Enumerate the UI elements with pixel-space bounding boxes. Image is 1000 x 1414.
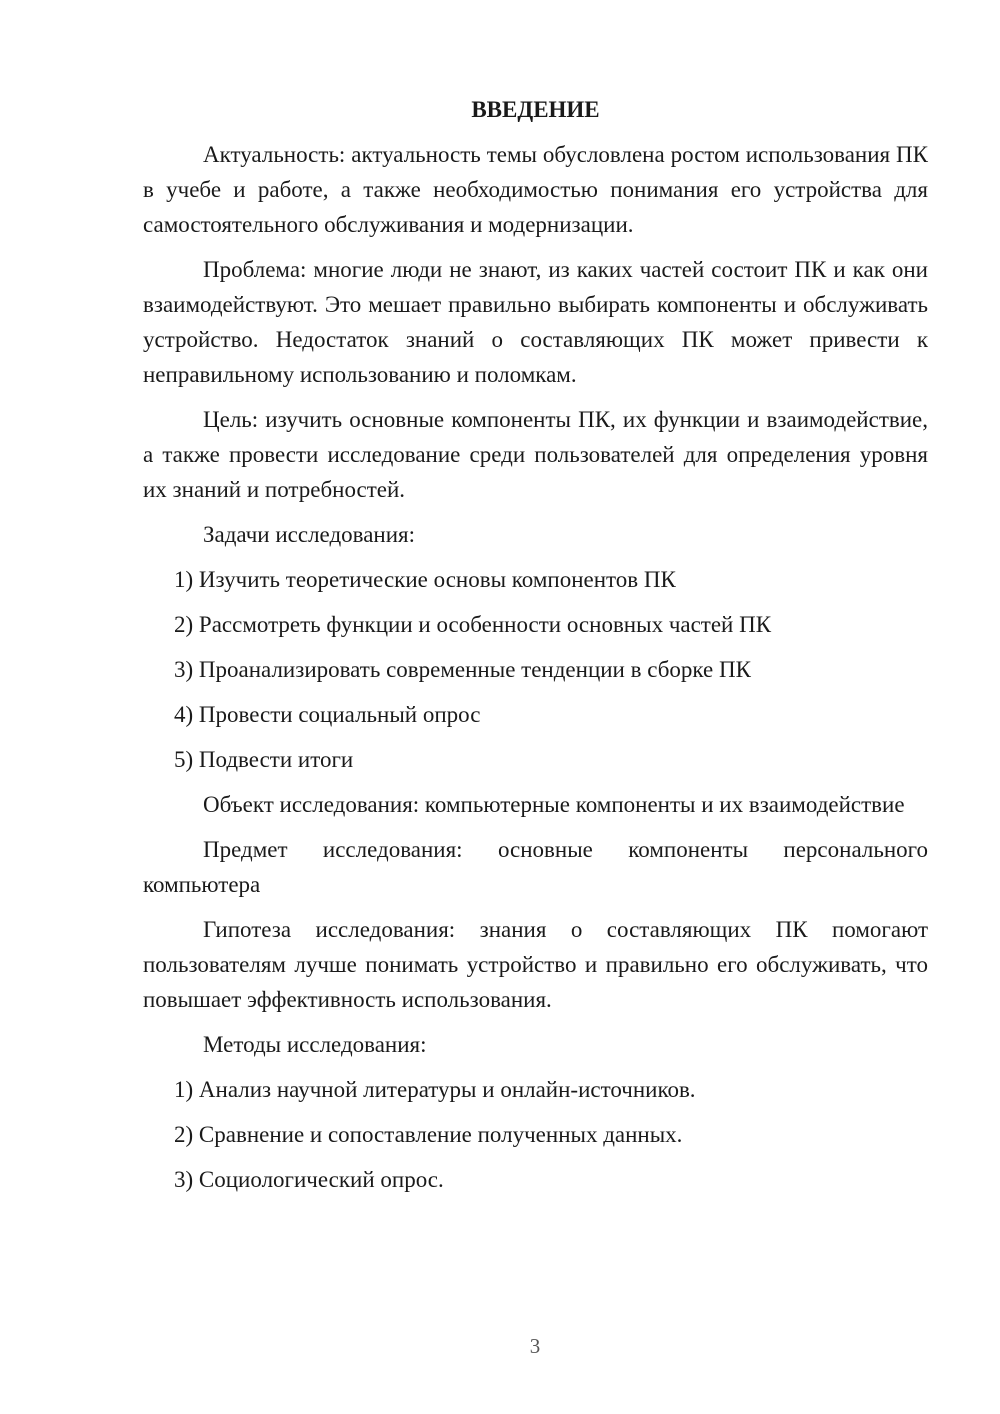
list-item: 1) Анализ научной литературы и онлайн-источников.: [174, 1077, 696, 1102]
methods-title: Методы исследования:: [203, 1032, 427, 1057]
goal-paragraph: Цель: изучить основные компоненты ПК, их функции и взаимодействие, а также провести исследование среди пользователей для определения уровня их знаний и потребностей.: [143, 407, 928, 502]
page-title: ВВЕДЕНИЕ: [471, 97, 600, 122]
relevance-paragraph: Актуальность: актуальность темы обусловлена ростом использования ПК в учебе и работе, а также необходимостью понимания его устройства для самостоятельного обслуживания и модернизации.: [143, 142, 928, 237]
object-paragraph: Объект исследования: компьютерные компоненты и их взаимодействие: [203, 792, 905, 817]
tasks-list: [143, 562, 928, 777]
list-item: 4) Провести социальный опрос: [174, 702, 481, 727]
list-item: 3) Проанализировать современные тенденции в сборке ПК: [174, 657, 751, 682]
list-item: 2) Сравнение и сопоставление полученных данных.: [174, 1122, 683, 1147]
list-item: 1) Изучить теоретические основы компонентов ПК: [174, 567, 676, 592]
list-item: 3) Социологический опрос.: [174, 1167, 444, 1192]
problem-paragraph: Проблема: многие люди не знают, из каких частей состоит ПК и как они взаимодействуют. Это мешает правильно выбирать компоненты и обслуживать устройство. Недостаток знаний о составляющих ПК может привести к неправильному использованию и поломкам.: [143, 257, 928, 387]
hypothesis-paragraph: Гипотеза исследования: знания о составляющих ПК помогают пользователям лучше понимать устройство и правильно его обслуживать, что повышает эффективность использования.: [143, 917, 928, 1012]
list-item: 2) Рассмотреть функции и особенности основных частей ПК: [174, 612, 772, 637]
page-number: 3: [529, 1334, 541, 1358]
document-page: [143, 92, 928, 1207]
subject-paragraph: Предмет исследования: основные компоненты персонального компьютера: [143, 837, 928, 897]
tasks-title: Задачи исследования:: [203, 522, 416, 547]
list-item: 5) Подвести итоги: [174, 747, 354, 772]
methods-list: [143, 1072, 928, 1197]
